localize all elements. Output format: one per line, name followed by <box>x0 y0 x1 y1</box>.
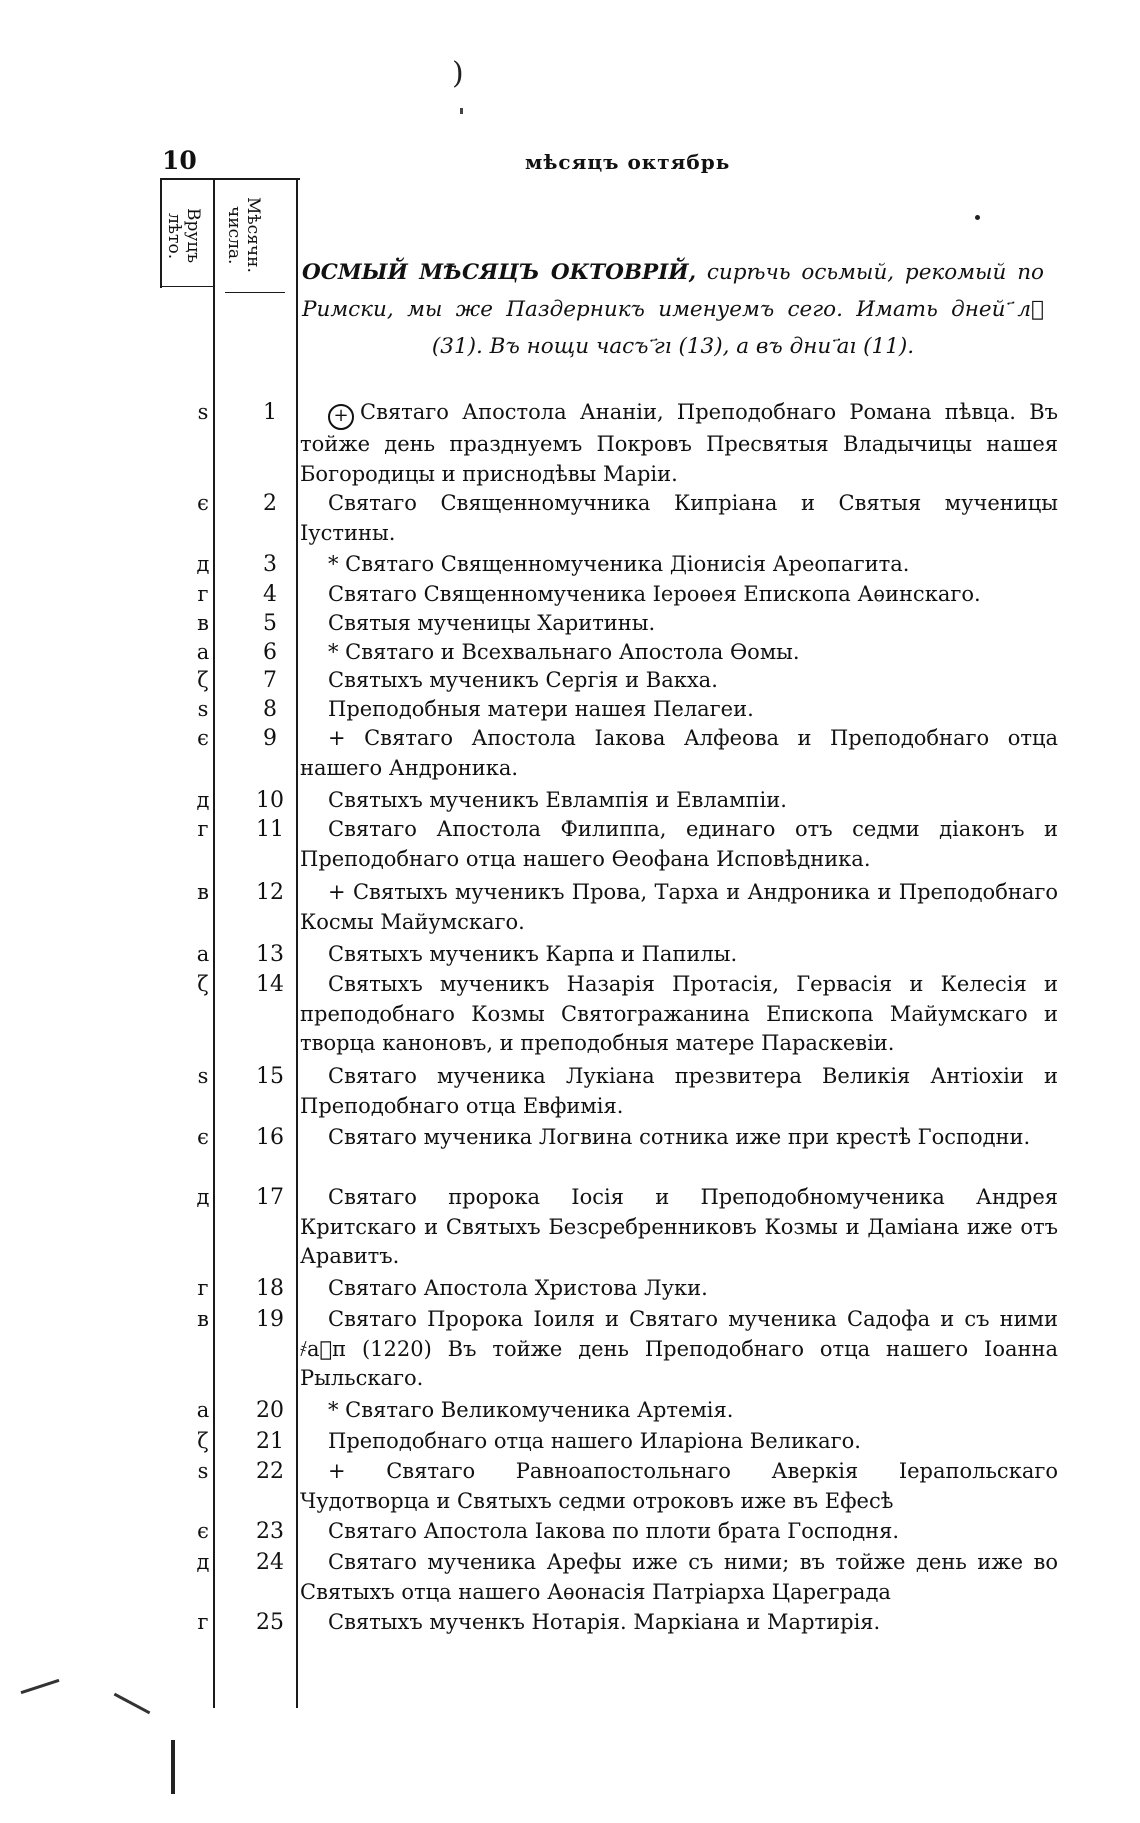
great-feast-cross-icon: + <box>328 404 354 430</box>
header-underline-left <box>160 286 213 287</box>
day-number: 25 <box>256 1610 284 1635</box>
weekday-letter: а <box>196 942 210 966</box>
feast-text: Святаго мученика Арефы иже съ ними; въ тойже день иже во Святыхъ отца нашего Аѳонасія Патріарха Цареграда <box>300 1550 1058 1604</box>
feast-description <box>300 786 1058 816</box>
page-number: 10 <box>162 146 197 175</box>
feast-text: + Святаго Апостола Іакова Алфеова и Преподобнаго отца нашего Андроника. <box>300 726 1058 780</box>
feast-text: Преподобнаго отца нашего Иларіона Великаго. <box>328 1429 861 1453</box>
intro-title: ОСМЫЙ МѢСЯЦЪ ОКТОВРІЙ, <box>302 260 697 285</box>
weekday-letter: в <box>197 880 209 904</box>
top-mark: ) <box>452 56 464 91</box>
month-introduction <box>302 254 1044 365</box>
day-number: 17 <box>256 1185 284 1210</box>
feast-description <box>300 1062 1058 1121</box>
feast-description <box>300 1274 1058 1304</box>
feast-description <box>300 724 1058 783</box>
day-number: 13 <box>256 942 284 967</box>
feast-description <box>300 1517 1058 1547</box>
feast-description <box>300 940 1058 970</box>
day-number: 9 <box>263 726 277 751</box>
feast-description <box>300 666 1058 696</box>
weekday-letter: д <box>196 552 210 576</box>
weekday-letter: є <box>197 491 209 515</box>
day-number: 6 <box>263 640 277 665</box>
feast-text: Святаго Апостола Филиппа, единаго отъ седми діаконъ и Преподобнаго отца нашего Ѳеофана Исповѣдника. <box>300 817 1058 871</box>
weekday-letter: є <box>197 1519 209 1543</box>
day-number: 14 <box>256 972 284 997</box>
speck-mark <box>460 108 463 114</box>
weekday-letter: ѕ <box>197 1064 209 1088</box>
feast-description <box>300 878 1058 937</box>
day-number: 23 <box>256 1519 284 1544</box>
scan-mark <box>21 1679 60 1694</box>
day-number: 21 <box>256 1429 284 1454</box>
weekday-letter: є <box>197 726 209 750</box>
feast-description <box>300 695 1058 725</box>
feast-text: Святаго мученика Логвина сотника иже при крестѣ Господни. <box>328 1125 1031 1149</box>
feast-description <box>300 1183 1058 1272</box>
feast-text: Святаго Священномученика Іероѳея Епископа Аѳинскаго. <box>328 582 981 606</box>
feast-text: Святаго пророка Іосія и Преподобномученика Андрея Критскаго и Святыхъ Безсребренниковъ Козмы и Даміана иже отъ Аравитъ. <box>300 1185 1058 1268</box>
day-number: 19 <box>256 1307 284 1332</box>
day-number: 11 <box>256 817 284 842</box>
day-number: 1 <box>263 400 277 425</box>
feast-text: Преподобныя матери нашея Пелагеи. <box>328 697 754 721</box>
weekday-letter: а <box>196 1398 210 1422</box>
day-number: 20 <box>256 1398 284 1423</box>
scan-mark <box>114 1693 151 1714</box>
feast-description <box>300 1123 1058 1153</box>
weekday-letter: д <box>196 788 210 812</box>
day-number: 18 <box>256 1276 284 1301</box>
day-number: 7 <box>263 668 277 693</box>
running-head: мѣсяцъ октябрь <box>525 150 731 174</box>
feast-text: Святаго Апостола Христова Луки. <box>328 1276 708 1300</box>
feast-description <box>300 1548 1058 1607</box>
feast-text: + Святыхъ мученикъ Прова, Тарха и Андроника и Преподобнаго Космы Майумскаго. <box>300 880 1058 934</box>
column-header-vrucz: Вруцъ лѣто. <box>164 208 203 264</box>
day-number: 15 <box>256 1064 284 1089</box>
feast-text: Святаго Священномучника Кипріана и Святыя мученицы Іустины. <box>300 491 1058 545</box>
feast-description <box>300 1457 1058 1516</box>
day-number: 5 <box>263 611 277 636</box>
weekday-letter: г <box>197 1610 209 1634</box>
feast-description <box>300 398 1058 489</box>
scan-mark <box>171 1740 175 1794</box>
weekday-letter: в <box>197 611 209 635</box>
weekday-letter: в <box>197 1307 209 1331</box>
weekday-letter: ѕ <box>197 1459 209 1483</box>
feast-text: Святаго Пророка Іоиля и Святаго мученика Садофа и съ ними ҂аⷪп (1220) Въ тойже день Преподобнаго отца нашего Іоанна Рыльскаго. <box>300 1307 1058 1390</box>
feast-text: Святаго Апостола Ананіи, Преподобнаго Романа пѣвца. Въ тойже день празднуемъ Покровъ Пресвятыя Владычицы нашея Богородицы и приснодѣвы Маріи. <box>300 400 1058 486</box>
day-number: 8 <box>263 697 277 722</box>
feast-description <box>300 1427 1058 1457</box>
weekday-letter: г <box>197 817 209 841</box>
feast-text: Святыхъ мученикъ Назарія Протасія, Гервасія и Келесія и преподобнаго Козмы Святогражанина Епископа Майумскаго и творца каноновъ, и преподобныя матере Параскевіи. <box>300 972 1058 1055</box>
day-number: 3 <box>263 552 277 577</box>
feast-description <box>300 550 1058 580</box>
feast-description <box>300 609 1058 639</box>
weekday-letter: є <box>197 1125 209 1149</box>
feast-text: Святаго мученика Лукіана презвитера Великія Антіохіи и Преподобнаго отца Евфимія. <box>300 1064 1058 1118</box>
feast-text: Святыхъ мученикъ Карпа и Папилы. <box>328 942 738 966</box>
column-header-month-day: Мѣсячн. числа. <box>224 197 263 273</box>
day-number: 2 <box>263 491 277 516</box>
day-number: 10 <box>256 788 284 813</box>
weekday-letter: а <box>196 640 210 664</box>
feast-text: + Святаго Равноапостольнаго Аверкія Іерапольскаго Чудотворца и Святыхъ седми отроковъ иже въ Ефесѣ <box>300 1459 1058 1513</box>
speck-dot <box>975 215 980 220</box>
weekday-letter: г <box>197 582 209 606</box>
weekday-letter: д <box>196 1550 210 1574</box>
day-number: 12 <box>256 880 284 905</box>
weekday-letter: д <box>196 1185 210 1209</box>
weekday-letter: ζ <box>197 668 209 692</box>
feast-description <box>300 580 1058 610</box>
day-number: 4 <box>263 582 277 607</box>
feast-text: * Святаго Священномученика Діонисія Ареопагита. <box>328 552 910 576</box>
day-number: 16 <box>256 1125 284 1150</box>
left-rule <box>160 178 162 288</box>
intro-body: сирѣчь осьмый, рекомый по Римски, мы же Паздерникъ именуемъ сего. Имать дней ҃лⷶ (31). Въ нощи часъ ҃гı (13), а въ дни ҃аı (11). <box>302 260 1044 359</box>
feast-description <box>300 638 1058 668</box>
feast-description <box>300 1305 1058 1394</box>
feast-description <box>300 1396 1058 1426</box>
feast-text: Святыхъ мученикъ Сергія и Вакха. <box>328 668 718 692</box>
feast-description <box>300 1608 1058 1638</box>
text-divider <box>296 178 298 1708</box>
weekday-letter: ζ <box>197 1429 209 1453</box>
weekday-letter: ζ <box>197 972 209 996</box>
feast-text: Святыхъ мученикъ Евлампія и Евлампіи. <box>328 788 787 812</box>
feast-text: * Святаго Великомученика Артемія. <box>328 1398 734 1422</box>
feast-text: * Святаго и Всехвальнаго Апостола Ѳомы. <box>328 640 800 664</box>
feast-text: Святыя мученицы Харитины. <box>328 611 656 635</box>
header-underline-right <box>225 292 285 293</box>
day-number: 22 <box>256 1459 284 1484</box>
weekday-letter: ѕ <box>197 400 209 424</box>
weekday-letter: ѕ <box>197 697 209 721</box>
day-number: 24 <box>256 1550 284 1575</box>
feast-text: Святыхъ мученкъ Нотарія. Маркіана и Мартирія. <box>328 1610 881 1634</box>
feast-description <box>300 815 1058 874</box>
weekday-letter: г <box>197 1276 209 1300</box>
feast-description <box>300 489 1058 548</box>
feast-description <box>300 970 1058 1059</box>
feast-text: Святаго Апостола Іакова по плоти брата Господня. <box>328 1519 900 1543</box>
